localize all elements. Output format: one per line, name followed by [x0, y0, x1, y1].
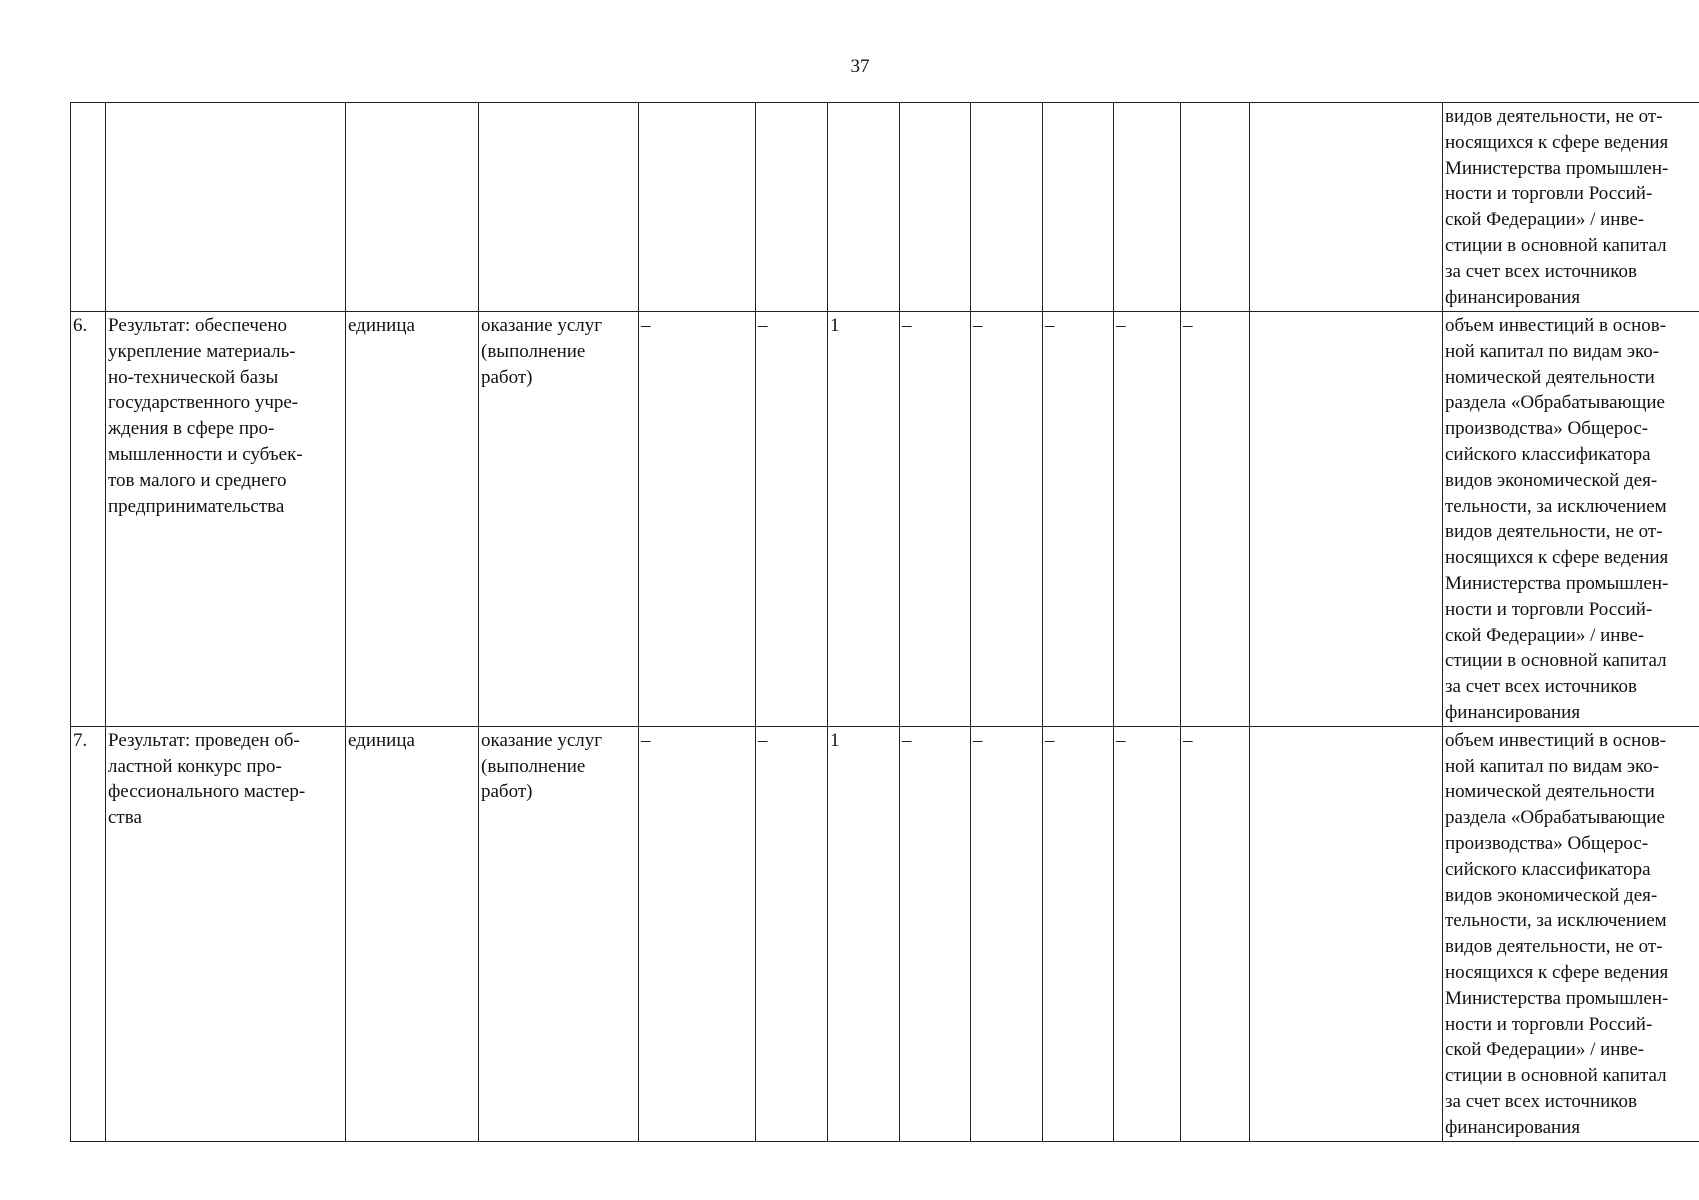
value-cell [1250, 312, 1443, 727]
value-cell: – [900, 312, 971, 727]
table-row [71, 103, 1699, 312]
row-number-cell: 7. [71, 726, 106, 1141]
row-number-cell [71, 103, 106, 312]
table-row [71, 312, 1699, 727]
value-cell: – [1114, 312, 1181, 727]
value-cell: – [756, 312, 828, 727]
value-cell: – [1043, 312, 1114, 727]
methodology-cell: объем инвестиций в основ- ной капитал по видам эко- номической деятельности раздела «Обрабатывающие производства» Общерос- сийского классификатора видов экономической дея- тельности, за исключением видов деятельности, не от- носящихся к сфере ведения Министерства промышлен- ности и торговли Россий- ской Федерации» / инве- стиции в основной капитал за счет всех источников финансирования [1443, 726, 1699, 1141]
value-cell: – [1043, 726, 1114, 1141]
value-cell: – [1114, 726, 1181, 1141]
value-cell [756, 103, 828, 312]
value-cell [828, 103, 900, 312]
page-number: 37 [850, 56, 870, 77]
value-cell: – [1181, 726, 1250, 1141]
value-cell: – [1181, 312, 1250, 727]
value-cell [1250, 103, 1443, 312]
result-name-cell [106, 103, 346, 312]
value-cell [1250, 726, 1443, 1141]
table-row [71, 726, 1699, 1141]
methodology-cell: видов деятельности, не от- носящихся к сфере ведения Министерства промышлен- ности и торговли Россий- ской Федерации» / инве- стиции в основной капитал за счет всех источников финансирования [1443, 103, 1699, 312]
value-cell: – [639, 726, 756, 1141]
unit-cell: единица [346, 726, 479, 1141]
value-cell [1181, 103, 1250, 312]
result-type-cell [479, 103, 639, 312]
value-cell: – [900, 726, 971, 1141]
value-cell: 1 [828, 312, 900, 727]
value-cell [900, 103, 971, 312]
value-cell [639, 103, 756, 312]
value-cell [1114, 103, 1181, 312]
value-cell: – [756, 726, 828, 1141]
result-type-cell: оказание услуг (выполнение работ) [479, 312, 639, 727]
row-number-cell: 6. [71, 312, 106, 727]
value-cell [971, 103, 1043, 312]
methodology-cell: объем инвестиций в основ- ной капитал по видам эко- номической деятельности раздела «Обрабатывающие производства» Общерос- сийского классификатора видов экономической дея- тельности, за исключением видов деятельности, не от- носящихся к сфере ведения Министерства промышлен- ности и торговли Россий- ской Федерации» / инве- стиции в основной капитал за счет всех источников финансирования [1443, 312, 1699, 727]
result-name-cell: Результат: проведен об- ластной конкурс про- фессионального мастер- ства [106, 726, 346, 1141]
result-name-cell: Результат: обеспечено укрепление материаль- но-технической базы государственного учре- ждения в сфере про- мышленности и субъек- тов малого и среднего предпринимательства [106, 312, 346, 727]
indicators-table [70, 102, 1699, 1142]
value-cell: – [971, 726, 1043, 1141]
unit-cell: единица [346, 312, 479, 727]
result-type-cell: оказание услуг (выполнение работ) [479, 726, 639, 1141]
unit-cell [346, 103, 479, 312]
value-cell: 1 [828, 726, 900, 1141]
value-cell [1043, 103, 1114, 312]
value-cell: – [639, 312, 756, 727]
value-cell: – [971, 312, 1043, 727]
